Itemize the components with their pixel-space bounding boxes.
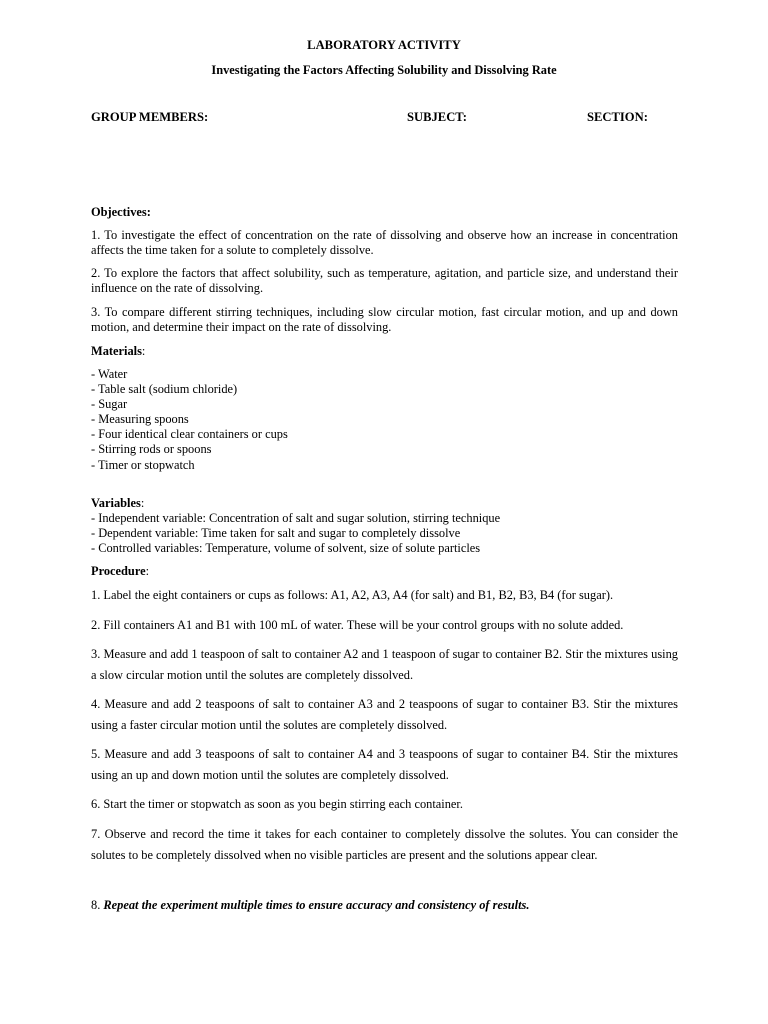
procedure-heading-colon: :	[145, 564, 150, 578]
procedure-step: 5. Measure and add 3 teaspoons of salt to container A4 and 3 teaspoons of sugar to container B4. Stir the mixtures using an up and down motion until the solutes are completely dissolved.	[91, 747, 678, 782]
variables-list	[91, 511, 678, 556]
subject-label: SUBJECT:	[407, 110, 467, 124]
step-text-emphasis: Repeat the experiment multiple times to ensure accuracy and consistency of results.	[103, 898, 530, 912]
objectives-heading: Objectives:	[91, 205, 151, 219]
list-item: - Four identical clear containers or cups	[91, 427, 288, 442]
objective-item: 2. To explore the factors that affect solubility, such as temperature, agitation, and particle size, and understand their influence on the rate of dissolving.	[91, 266, 678, 295]
materials-heading-label: Materials	[91, 344, 142, 358]
variables-heading-label: Variables	[91, 496, 141, 510]
list-item: - Dependent variable: Time taken for salt and sugar to completely dissolve	[91, 526, 461, 541]
variables-heading-colon: :	[140, 496, 145, 510]
step-number: 8.	[91, 898, 104, 912]
list-item: - Stirring rods or spoons	[91, 442, 212, 457]
objective-item: 1. To investigate the effect of concentration on the rate of dissolving and observe how an increase in concentration affects the time taken for a solute to completely dissolve.	[91, 228, 678, 257]
procedure-step: 6. Start the timer or stopwatch as soon as you begin stirring each container.	[91, 797, 463, 811]
procedure-step: 2. Fill containers A1 and B1 with 100 mL of water. These will be your control groups with no solute added.	[91, 618, 624, 632]
objective-item: 3. To compare different stirring techniques, including slow circular motion, fast circular motion, and up and down motion, and determine their impact on the rate of dissolving.	[91, 305, 678, 334]
procedure-step: 4. Measure and add 2 teaspoons of salt to container A3 and 2 teaspoons of sugar to container B3. Stir the mixtures using a faster circular motion until the solutes are completely dissolved.	[91, 697, 678, 732]
list-item: - Controlled variables: Temperature, volume of solvent, size of solute particles	[91, 541, 481, 556]
variables-heading	[91, 496, 678, 511]
document-title: LABORATORY ACTIVITY	[307, 38, 461, 52]
procedure-step: 3. Measure and add 1 teaspoon of salt to container A2 and 1 teaspoon of sugar to container B2. Stir the mixtures using a slow circular motion until the solutes are completely dissolved.	[91, 647, 678, 682]
procedure-step: 1. Label the eight containers or cups as follows: A1, A2, A3, A4 (for salt) and B1, B2, B3, B4 (for sugar).	[91, 588, 614, 602]
group-members-label: GROUP MEMBERS:	[91, 110, 209, 124]
list-item: - Independent variable: Concentration of salt and sugar solution, stirring technique	[91, 511, 501, 525]
materials-list	[91, 367, 678, 473]
procedure-heading	[91, 564, 678, 579]
procedure-step: 7. Observe and record the time it takes for each container to completely dissolve the solutes. You can consider the solutes to be completely dissolved when no visible particles are present and the solutions appear clear.	[91, 827, 678, 862]
procedure-heading-label: Procedure	[91, 564, 146, 578]
list-item: - Timer or stopwatch	[91, 457, 195, 472]
section-label: SECTION:	[587, 110, 648, 124]
materials-heading-colon: :	[141, 344, 146, 358]
list-item: - Table salt (sodium chloride)	[91, 382, 238, 397]
list-item: - Measuring spoons	[91, 412, 189, 427]
list-item: - Water	[91, 367, 128, 381]
document-subtitle: Investigating the Factors Affecting Solubility and Dissolving Rate	[211, 63, 557, 77]
materials-heading	[91, 344, 678, 359]
procedure-step-final	[91, 895, 678, 916]
list-item: - Sugar	[91, 397, 128, 412]
